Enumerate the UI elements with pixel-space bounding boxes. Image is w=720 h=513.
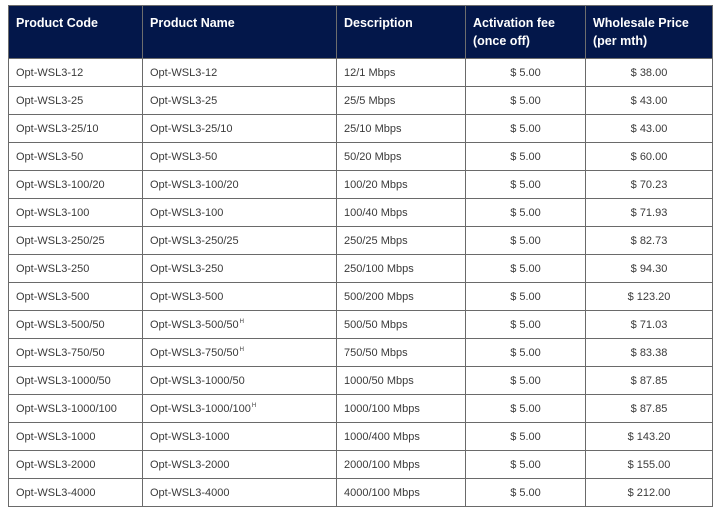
table-row bbox=[9, 367, 713, 395]
activation-fee-cell-text: $ 5.00 bbox=[510, 66, 541, 79]
wholesale-price-cell bbox=[586, 199, 713, 227]
description-cell-text: 1000/50 Mbps bbox=[344, 374, 414, 387]
wholesale-price-cell bbox=[586, 395, 713, 423]
header-wholesale-price bbox=[586, 6, 713, 59]
product-code-cell bbox=[9, 255, 143, 283]
wholesale-price-cell bbox=[586, 283, 713, 311]
product-name-cell bbox=[143, 227, 337, 255]
product-code-cell-text: Opt-WSL3-1000/50 bbox=[16, 374, 111, 387]
description-cell-text: 25/5 Mbps bbox=[344, 94, 396, 107]
header-label: Wholesale Price bbox=[593, 16, 689, 30]
wholesale-price-cell bbox=[586, 115, 713, 143]
description-cell-text: 50/20 Mbps bbox=[344, 150, 402, 163]
wholesale-price-cell bbox=[586, 227, 713, 255]
product-name-cell-text: Opt-WSL3-2000 bbox=[150, 458, 230, 471]
product-name-cell-text: Opt-WSL3-25 bbox=[150, 94, 218, 107]
product-code-cell bbox=[9, 367, 143, 395]
description-cell bbox=[337, 87, 466, 115]
table-row bbox=[9, 227, 713, 255]
header-label: Description bbox=[344, 16, 413, 30]
activation-fee-cell bbox=[466, 87, 586, 115]
product-code-cell bbox=[9, 143, 143, 171]
wholesale-price-cell-text: $ 123.20 bbox=[627, 290, 671, 303]
product-code-cell-text: Opt-WSL3-25/10 bbox=[16, 122, 99, 135]
product-name-cell bbox=[143, 395, 337, 423]
product-code-cell-text: Opt-WSL3-100 bbox=[16, 206, 90, 219]
product-code-cell-text: Opt-WSL3-250/25 bbox=[16, 234, 105, 247]
table-row bbox=[9, 115, 713, 143]
wholesale-price-cell bbox=[586, 87, 713, 115]
product-code-cell bbox=[9, 199, 143, 227]
activation-fee-cell bbox=[466, 311, 586, 339]
product-code-cell-text: Opt-WSL3-250 bbox=[16, 262, 90, 275]
header-sublabel: (once off) bbox=[473, 34, 530, 48]
wholesale-price-cell bbox=[586, 255, 713, 283]
product-code-cell-text: Opt-WSL3-100/20 bbox=[16, 178, 105, 191]
wholesale-price-cell-text: $ 155.00 bbox=[627, 458, 671, 471]
product-name-cell-text: Opt-WSL3-750/50 bbox=[150, 346, 239, 359]
product-name-cell-text: Opt-WSL3-500 bbox=[150, 290, 224, 303]
product-code-cell bbox=[9, 87, 143, 115]
description-cell bbox=[337, 143, 466, 171]
table-row bbox=[9, 143, 713, 171]
header-product-name bbox=[143, 6, 337, 59]
product-name-cell bbox=[143, 143, 337, 171]
wholesale-price-cell-text: $ 83.38 bbox=[630, 346, 668, 359]
product-name-cell-text: Opt-WSL3-250 bbox=[150, 262, 224, 275]
product-code-cell bbox=[9, 451, 143, 479]
activation-fee-cell bbox=[466, 339, 586, 367]
activation-fee-cell bbox=[466, 283, 586, 311]
product-code-cell-text: Opt-WSL3-750/50 bbox=[16, 346, 105, 359]
description-cell bbox=[337, 395, 466, 423]
activation-fee-cell-text: $ 5.00 bbox=[510, 122, 541, 135]
description-cell bbox=[337, 451, 466, 479]
table-row bbox=[9, 199, 713, 227]
description-cell-text: 2000/100 Mbps bbox=[344, 458, 420, 471]
product-name-cell bbox=[143, 171, 337, 199]
product-name-cell bbox=[143, 339, 337, 367]
description-cell bbox=[337, 367, 466, 395]
activation-fee-cell-text: $ 5.00 bbox=[510, 150, 541, 163]
activation-fee-cell-text: $ 5.00 bbox=[510, 262, 541, 275]
table-row bbox=[9, 59, 713, 87]
footnote-marker: H bbox=[251, 402, 257, 409]
description-cell bbox=[337, 311, 466, 339]
footnote-marker: H bbox=[239, 346, 244, 353]
wholesale-price-cell-text: $ 94.30 bbox=[630, 262, 668, 275]
description-cell-text: 12/1 Mbps bbox=[344, 66, 396, 79]
wholesale-price-cell-text: $ 71.93 bbox=[630, 206, 668, 219]
product-name-cell-text: Opt-WSL3-500/50 bbox=[150, 318, 239, 331]
wholesale-price-cell bbox=[586, 367, 713, 395]
product-name-cell bbox=[143, 199, 337, 227]
product-name-cell-text: Opt-WSL3-100/20 bbox=[150, 178, 239, 191]
product-code-cell bbox=[9, 171, 143, 199]
table-row bbox=[9, 451, 713, 479]
table-row bbox=[9, 423, 713, 451]
description-cell bbox=[337, 59, 466, 87]
product-name-cell bbox=[143, 115, 337, 143]
activation-fee-cell-text: $ 5.00 bbox=[510, 430, 541, 443]
table-row bbox=[9, 255, 713, 283]
description-cell-text: 100/20 Mbps bbox=[344, 178, 408, 191]
product-name-cell-text: Opt-WSL3-4000 bbox=[150, 486, 230, 499]
product-name-cell-text: Opt-WSL3-50 bbox=[150, 150, 218, 163]
product-name-cell bbox=[143, 87, 337, 115]
wholesale-price-cell bbox=[586, 423, 713, 451]
product-code-cell bbox=[9, 311, 143, 339]
wholesale-price-cell bbox=[586, 451, 713, 479]
product-name-cell bbox=[143, 59, 337, 87]
product-code-cell bbox=[9, 59, 143, 87]
header-sublabel: (per mth) bbox=[593, 34, 648, 48]
description-cell-text: 100/40 Mbps bbox=[344, 206, 408, 219]
activation-fee-cell bbox=[466, 255, 586, 283]
header-row bbox=[9, 6, 713, 59]
description-cell-text: 4000/100 Mbps bbox=[344, 486, 420, 499]
table-row bbox=[9, 87, 713, 115]
wholesale-price-cell bbox=[586, 59, 713, 87]
activation-fee-cell-text: $ 5.00 bbox=[510, 374, 541, 387]
wholesale-price-cell-text: $ 87.85 bbox=[630, 402, 668, 415]
product-code-cell bbox=[9, 395, 143, 423]
description-cell bbox=[337, 255, 466, 283]
wholesale-price-cell-text: $ 87.85 bbox=[630, 374, 668, 387]
wholesale-price-cell bbox=[586, 143, 713, 171]
wholesale-price-cell bbox=[586, 479, 713, 507]
product-code-cell-text: Opt-WSL3-25 bbox=[16, 94, 84, 107]
footnote-marker: H bbox=[239, 318, 244, 325]
table-row bbox=[9, 395, 713, 423]
activation-fee-cell bbox=[466, 59, 586, 87]
product-code-cell-text: Opt-WSL3-2000 bbox=[16, 458, 96, 471]
activation-fee-cell bbox=[466, 423, 586, 451]
header-activation-fee bbox=[466, 6, 586, 59]
activation-fee-cell bbox=[466, 143, 586, 171]
activation-fee-cell bbox=[466, 227, 586, 255]
product-code-cell bbox=[9, 479, 143, 507]
product-name-cell-text: Opt-WSL3-1000/100 bbox=[150, 402, 251, 415]
description-cell-text: 500/200 Mbps bbox=[344, 290, 414, 303]
activation-fee-cell bbox=[466, 199, 586, 227]
description-cell bbox=[337, 283, 466, 311]
wholesale-pricing-table bbox=[8, 5, 713, 507]
product-name-cell bbox=[143, 423, 337, 451]
description-cell-text: 500/50 Mbps bbox=[344, 318, 408, 331]
description-cell-text: 1000/100 Mbps bbox=[344, 402, 420, 415]
product-code-cell-text: Opt-WSL3-50 bbox=[16, 150, 84, 163]
wholesale-price-cell-text: $ 143.20 bbox=[627, 430, 671, 443]
wholesale-price-cell bbox=[586, 171, 713, 199]
activation-fee-cell bbox=[466, 115, 586, 143]
product-code-cell bbox=[9, 423, 143, 451]
header-label: Product Name bbox=[150, 16, 235, 30]
product-name-cell-text: Opt-WSL3-1000/50 bbox=[150, 374, 245, 387]
description-cell-text: 250/25 Mbps bbox=[344, 234, 408, 247]
description-cell bbox=[337, 171, 466, 199]
description-cell bbox=[337, 423, 466, 451]
product-name-cell-text: Opt-WSL3-25/10 bbox=[150, 122, 233, 135]
product-name-cell bbox=[143, 283, 337, 311]
description-cell-text: 25/10 Mbps bbox=[344, 122, 402, 135]
activation-fee-cell-text: $ 5.00 bbox=[510, 178, 541, 191]
product-name-cell-text: Opt-WSL3-12 bbox=[150, 66, 218, 79]
product-code-cell bbox=[9, 283, 143, 311]
product-name-cell bbox=[143, 367, 337, 395]
table-row bbox=[9, 339, 713, 367]
product-name-cell-text: Opt-WSL3-250/25 bbox=[150, 234, 239, 247]
product-name-cell bbox=[143, 255, 337, 283]
product-code-cell-text: Opt-WSL3-500 bbox=[16, 290, 90, 303]
wholesale-price-cell-text: $ 212.00 bbox=[627, 486, 671, 499]
product-name-cell-text: Opt-WSL3-1000 bbox=[150, 430, 230, 443]
product-name-cell bbox=[143, 451, 337, 479]
product-code-cell-text: Opt-WSL3-1000/100 bbox=[16, 402, 117, 415]
pricing-table-container bbox=[8, 5, 713, 507]
activation-fee-cell-text: $ 5.00 bbox=[510, 486, 541, 499]
description-cell-text: 250/100 Mbps bbox=[344, 262, 414, 275]
header-description bbox=[337, 6, 466, 59]
table-row bbox=[9, 479, 713, 507]
wholesale-price-cell-text: $ 70.23 bbox=[630, 178, 668, 191]
description-cell-text: 750/50 Mbps bbox=[344, 346, 408, 359]
wholesale-price-cell-text: $ 38.00 bbox=[630, 66, 668, 79]
activation-fee-cell bbox=[466, 479, 586, 507]
activation-fee-cell-text: $ 5.00 bbox=[510, 206, 541, 219]
activation-fee-cell-text: $ 5.00 bbox=[510, 290, 541, 303]
product-code-cell bbox=[9, 227, 143, 255]
activation-fee-cell-text: $ 5.00 bbox=[510, 402, 541, 415]
activation-fee-cell-text: $ 5.00 bbox=[510, 234, 541, 247]
wholesale-price-cell bbox=[586, 339, 713, 367]
table-row bbox=[9, 283, 713, 311]
wholesale-price-cell-text: $ 71.03 bbox=[630, 318, 668, 331]
wholesale-price-cell-text: $ 43.00 bbox=[630, 122, 668, 135]
activation-fee-cell bbox=[466, 395, 586, 423]
wholesale-price-cell-text: $ 60.00 bbox=[630, 150, 668, 163]
activation-fee-cell-text: $ 5.00 bbox=[510, 318, 541, 331]
description-cell bbox=[337, 479, 466, 507]
wholesale-price-cell-text: $ 43.00 bbox=[630, 94, 668, 107]
table-body bbox=[9, 59, 713, 507]
header-label: Product Code bbox=[16, 16, 98, 30]
activation-fee-cell bbox=[466, 367, 586, 395]
activation-fee-cell bbox=[466, 451, 586, 479]
product-code-cell bbox=[9, 339, 143, 367]
activation-fee-cell-text: $ 5.00 bbox=[510, 346, 541, 359]
header-label: Activation fee bbox=[473, 16, 555, 30]
description-cell bbox=[337, 227, 466, 255]
product-name-cell-text: Opt-WSL3-100 bbox=[150, 206, 224, 219]
product-code-cell-text: Opt-WSL3-4000 bbox=[16, 486, 96, 499]
activation-fee-cell-text: $ 5.00 bbox=[510, 458, 541, 471]
description-cell bbox=[337, 115, 466, 143]
description-cell-text: 1000/400 Mbps bbox=[344, 430, 420, 443]
product-name-cell bbox=[143, 479, 337, 507]
activation-fee-cell-text: $ 5.00 bbox=[510, 94, 541, 107]
header-product-code bbox=[9, 6, 143, 59]
wholesale-price-cell-text: $ 82.73 bbox=[630, 234, 668, 247]
product-code-cell-text: Opt-WSL3-500/50 bbox=[16, 318, 105, 331]
table-row bbox=[9, 311, 713, 339]
table-row bbox=[9, 171, 713, 199]
product-code-cell bbox=[9, 115, 143, 143]
product-code-cell-text: Opt-WSL3-12 bbox=[16, 66, 84, 79]
activation-fee-cell bbox=[466, 171, 586, 199]
description-cell bbox=[337, 199, 466, 227]
product-code-cell-text: Opt-WSL3-1000 bbox=[16, 430, 96, 443]
product-name-cell bbox=[143, 311, 337, 339]
description-cell bbox=[337, 339, 466, 367]
wholesale-price-cell bbox=[586, 311, 713, 339]
